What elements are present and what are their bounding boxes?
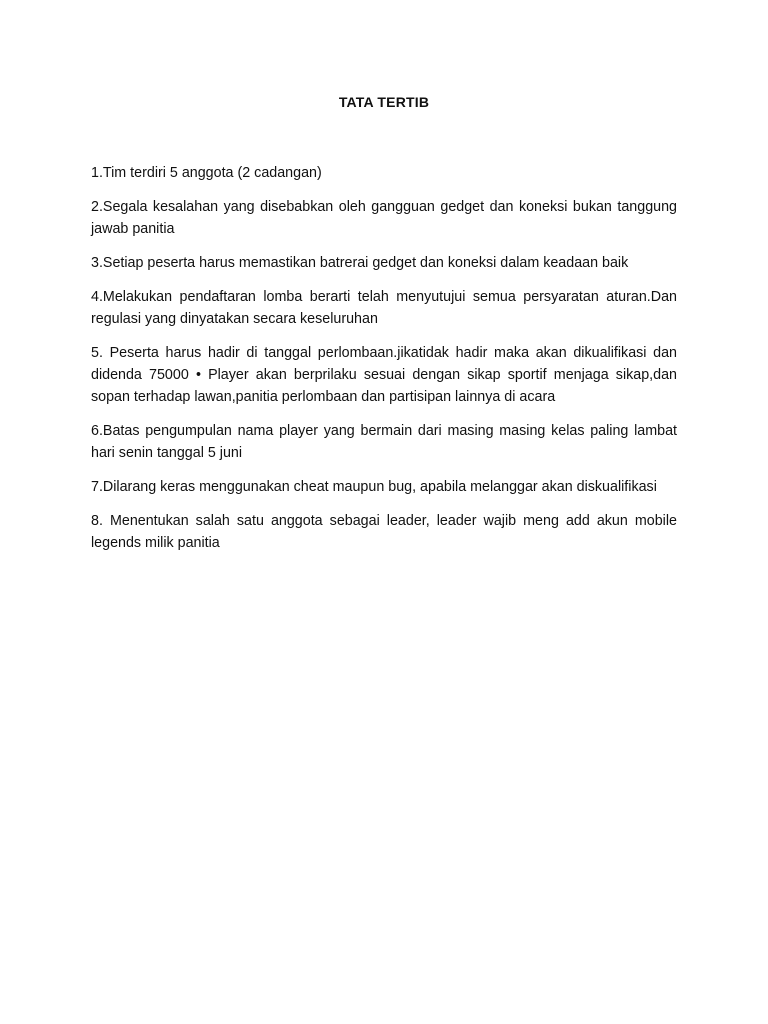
rule-item-5: 5. Peserta harus hadir di tanggal perlombaan.jikatidak hadir maka akan dikualifikasi dan didenda 75000 • Player akan berprilaku sesuai dengan sikap sportif menjaga sikap,dan sopan terhadap lawan,panitia perlombaan dan partisipan lainnya di acara (91, 345, 677, 405)
rules-list (91, 162, 677, 566)
rule-item-2: 2.Segala kesalahan yang disebabkan oleh gangguan gedget dan koneksi bukan tanggung jawab panitia (91, 199, 677, 237)
rule-item-6: 6.Batas pengumpulan nama player yang bermain dari masing masing kelas paling lambat hari senin tanggal 5 juni (91, 423, 677, 461)
rule-item-3: 3.Setiap peserta harus memastikan batrerai gedget dan koneksi dalam keadaan baik (91, 255, 629, 271)
document-title: TATA TERTIB (338, 94, 430, 110)
rule-item-4: 4.Melakukan pendaftaran lomba berarti telah menyutujui semua persyaratan aturan.Dan regulasi yang dinyatakan secara keseluruhan (91, 289, 677, 327)
rule-item-1: 1.Tim terdiri 5 anggota (2 cadangan) (91, 165, 322, 181)
rule-item-7: 7.Dilarang keras menggunakan cheat maupun bug, apabila melanggar akan diskualifikasi (91, 479, 657, 495)
rule-item-8: 8. Menentukan salah satu anggota sebagai leader, leader wajib meng add akun mobile legends milik panitia (91, 513, 677, 551)
